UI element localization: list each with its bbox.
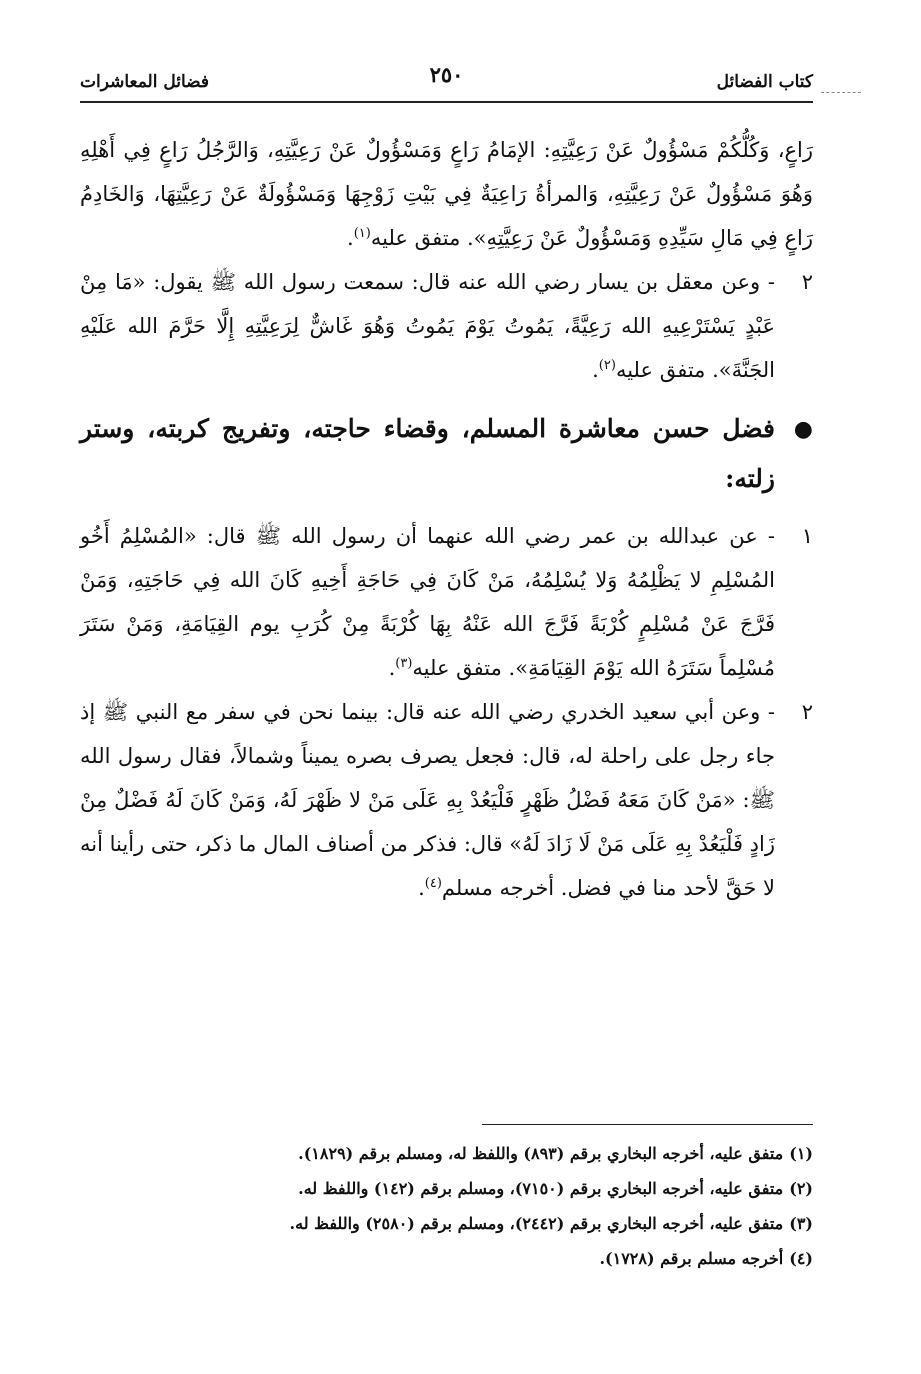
hadith-body: - وعن أبي سعيد الخدري رضي الله عنه قال: بينما نحن في سفر مع النبي ﷺ إذ جاء رجل على راحلة له، قال: فجعل يصرف بصره يميناً وشمالاً، فقال رسول الله ﷺ: «مَنْ كَانَ مَعَهُ فَضْلُ ظَهْرٍ فَلْيَعُدْ بِهِ عَلَى مَنْ لا ظَهْرَ لَهُ، وَمَنْ كَانَ لَهُ فَضْلٌ مِنْ زَادٍ فَلْيَعُدْ بِهِ عَلَى مَنْ لَا زَادَ لَهُ» قال: فذكر من أصناف المال ما ذكر، حتى رأينا أنه لا حَقَّ لأحد منا في فضل. أخرجه مسلم — [80, 700, 776, 900]
hadith-text — [80, 514, 775, 690]
hadith-item-2-surplus — [80, 690, 813, 910]
section-heading-text: فضل حسن معاشرة المسلم، وقضاء حاجته، وتفريج كربته، وستر زلته: — [80, 414, 775, 493]
footnote-number: (١) — [789, 1144, 813, 1163]
footnote — [80, 1171, 813, 1206]
footnote-text: متفق عليه، أخرجه البخاري برقم (٧١٥٠)، ومسلم برقم (١٤٢) واللفظ له. — [298, 1179, 784, 1198]
book-title: كتاب الفضائل — [716, 72, 813, 92]
footnote-number: (٢) — [789, 1179, 813, 1198]
hadith-continuation-end: . — [347, 226, 354, 250]
section-title: فضائل المعاشرات — [80, 72, 210, 92]
header-dash-mark — [821, 92, 861, 93]
section-heading — [80, 404, 813, 504]
hadith-item-1-muslim-brother — [80, 514, 813, 690]
hadith-continuation — [80, 128, 813, 260]
footnote-ref-2: (٢) — [598, 358, 616, 373]
hadith-text — [80, 690, 775, 910]
footnote — [80, 1206, 813, 1241]
hadith-body: - وعن معقل بن يسار رضي الله عنه قال: سمعت رسول الله ﷺ يقول: «مَا مِنْ عَبْدٍ يَسْتَرْعِيهِ الله رَعِيَّةً، يَمُوتُ يَوْمَ يَمُوتُ وَهُوَ غَاشٌّ لِرَعِيَّتِهِ إِلَّا حَرَّمَ الله عَلَيْهِ الجَنَّةَ». متفق عليه — [80, 270, 775, 382]
hadith-text — [80, 260, 775, 392]
bullet-icon: ● — [793, 416, 813, 442]
page-header — [80, 62, 813, 102]
footnote-number: (٤) — [789, 1249, 813, 1268]
hadith-continuation-text: رَاعٍ، وَكُلُّكُمْ مَسْؤُولٌ عَنْ رَعِيَّتِهِ: الإمَامُ رَاعٍ وَمَسْؤُولٌ عَنْ رَعِيَّتِهِ، وَالرَّجُلُ رَاعٍ فِي أَهْلِهِ وَهُوَ مَسْؤُولٌ عَنْ رَعِيَّتِهِ، وَالمرأةُ رَاعِيَةٌ فِي بَيْتِ زَوْجِهَا وَمَسْؤُولَةٌ عَنْ رَعِيَّتِهَا، وَالخَادِمُ رَاعٍ فِي مَالِ سَيِّدِهِ وَمَسْؤُولٌ عَنْ رَعِيَّتِهِ». متفق عليه — [80, 138, 813, 250]
footnote-text: متفق عليه، أخرجه البخاري برقم (٨٩٣) واللفظ له، ومسلم برقم (١٨٢٩). — [298, 1144, 784, 1163]
footnote-ref-1: (١) — [353, 226, 371, 241]
hadith-end: . — [592, 358, 599, 382]
page-number: ٢٥٠ — [429, 62, 464, 87]
footnote — [80, 1241, 813, 1276]
footnotes — [80, 1136, 813, 1276]
hadith-end: . — [388, 656, 396, 680]
main-text — [80, 128, 813, 910]
footnote-number: (٣) — [789, 1214, 813, 1233]
header-rule — [80, 101, 813, 103]
footnote — [80, 1136, 813, 1171]
footnote-ref-3: (٣) — [395, 656, 413, 671]
hadith-item-2-ruling — [80, 260, 813, 392]
hadith-end: . — [418, 876, 425, 900]
footnote-text: متفق عليه، أخرجه البخاري برقم (٢٤٤٢)، ومسلم برقم (٢٥٨٠) واللفظ له. — [289, 1214, 784, 1233]
hadith-number: ١ — [801, 524, 813, 548]
footnote-rule — [482, 1124, 813, 1125]
footnote-ref-4: (٤) — [424, 876, 442, 891]
footnote-text: أخرجه مسلم برقم (١٧٢٨). — [599, 1249, 784, 1268]
hadith-body: - عن عبدالله بن عمر رضي الله عنهما أن رسول الله ﷺ قال: «المُسْلِمُ أَخُو المُسْلِمِ لا يَظْلِمُهُ وَلا يُسْلِمُهُ، مَنْ كَانَ فِي حَاجَةِ أَخِيهِ كَانَ الله فِي حَاجَتِهِ، وَمَنْ فَرَّجَ عَنْ مُسْلِمٍ كُرْبَةً فَرَّجَ الله عَنْهُ بِهَا كُرْبَةً مِنْ كُرَبِ يوم القِيَامَةِ، وَمَنْ سَتَرَ مُسْلِماً سَتَرَهُ الله يَوْمَ القِيَامَةِ». متفق عليه — [80, 524, 775, 680]
hadith-number: ٢ — [801, 270, 813, 294]
hadith-number: ٢ — [801, 700, 813, 724]
